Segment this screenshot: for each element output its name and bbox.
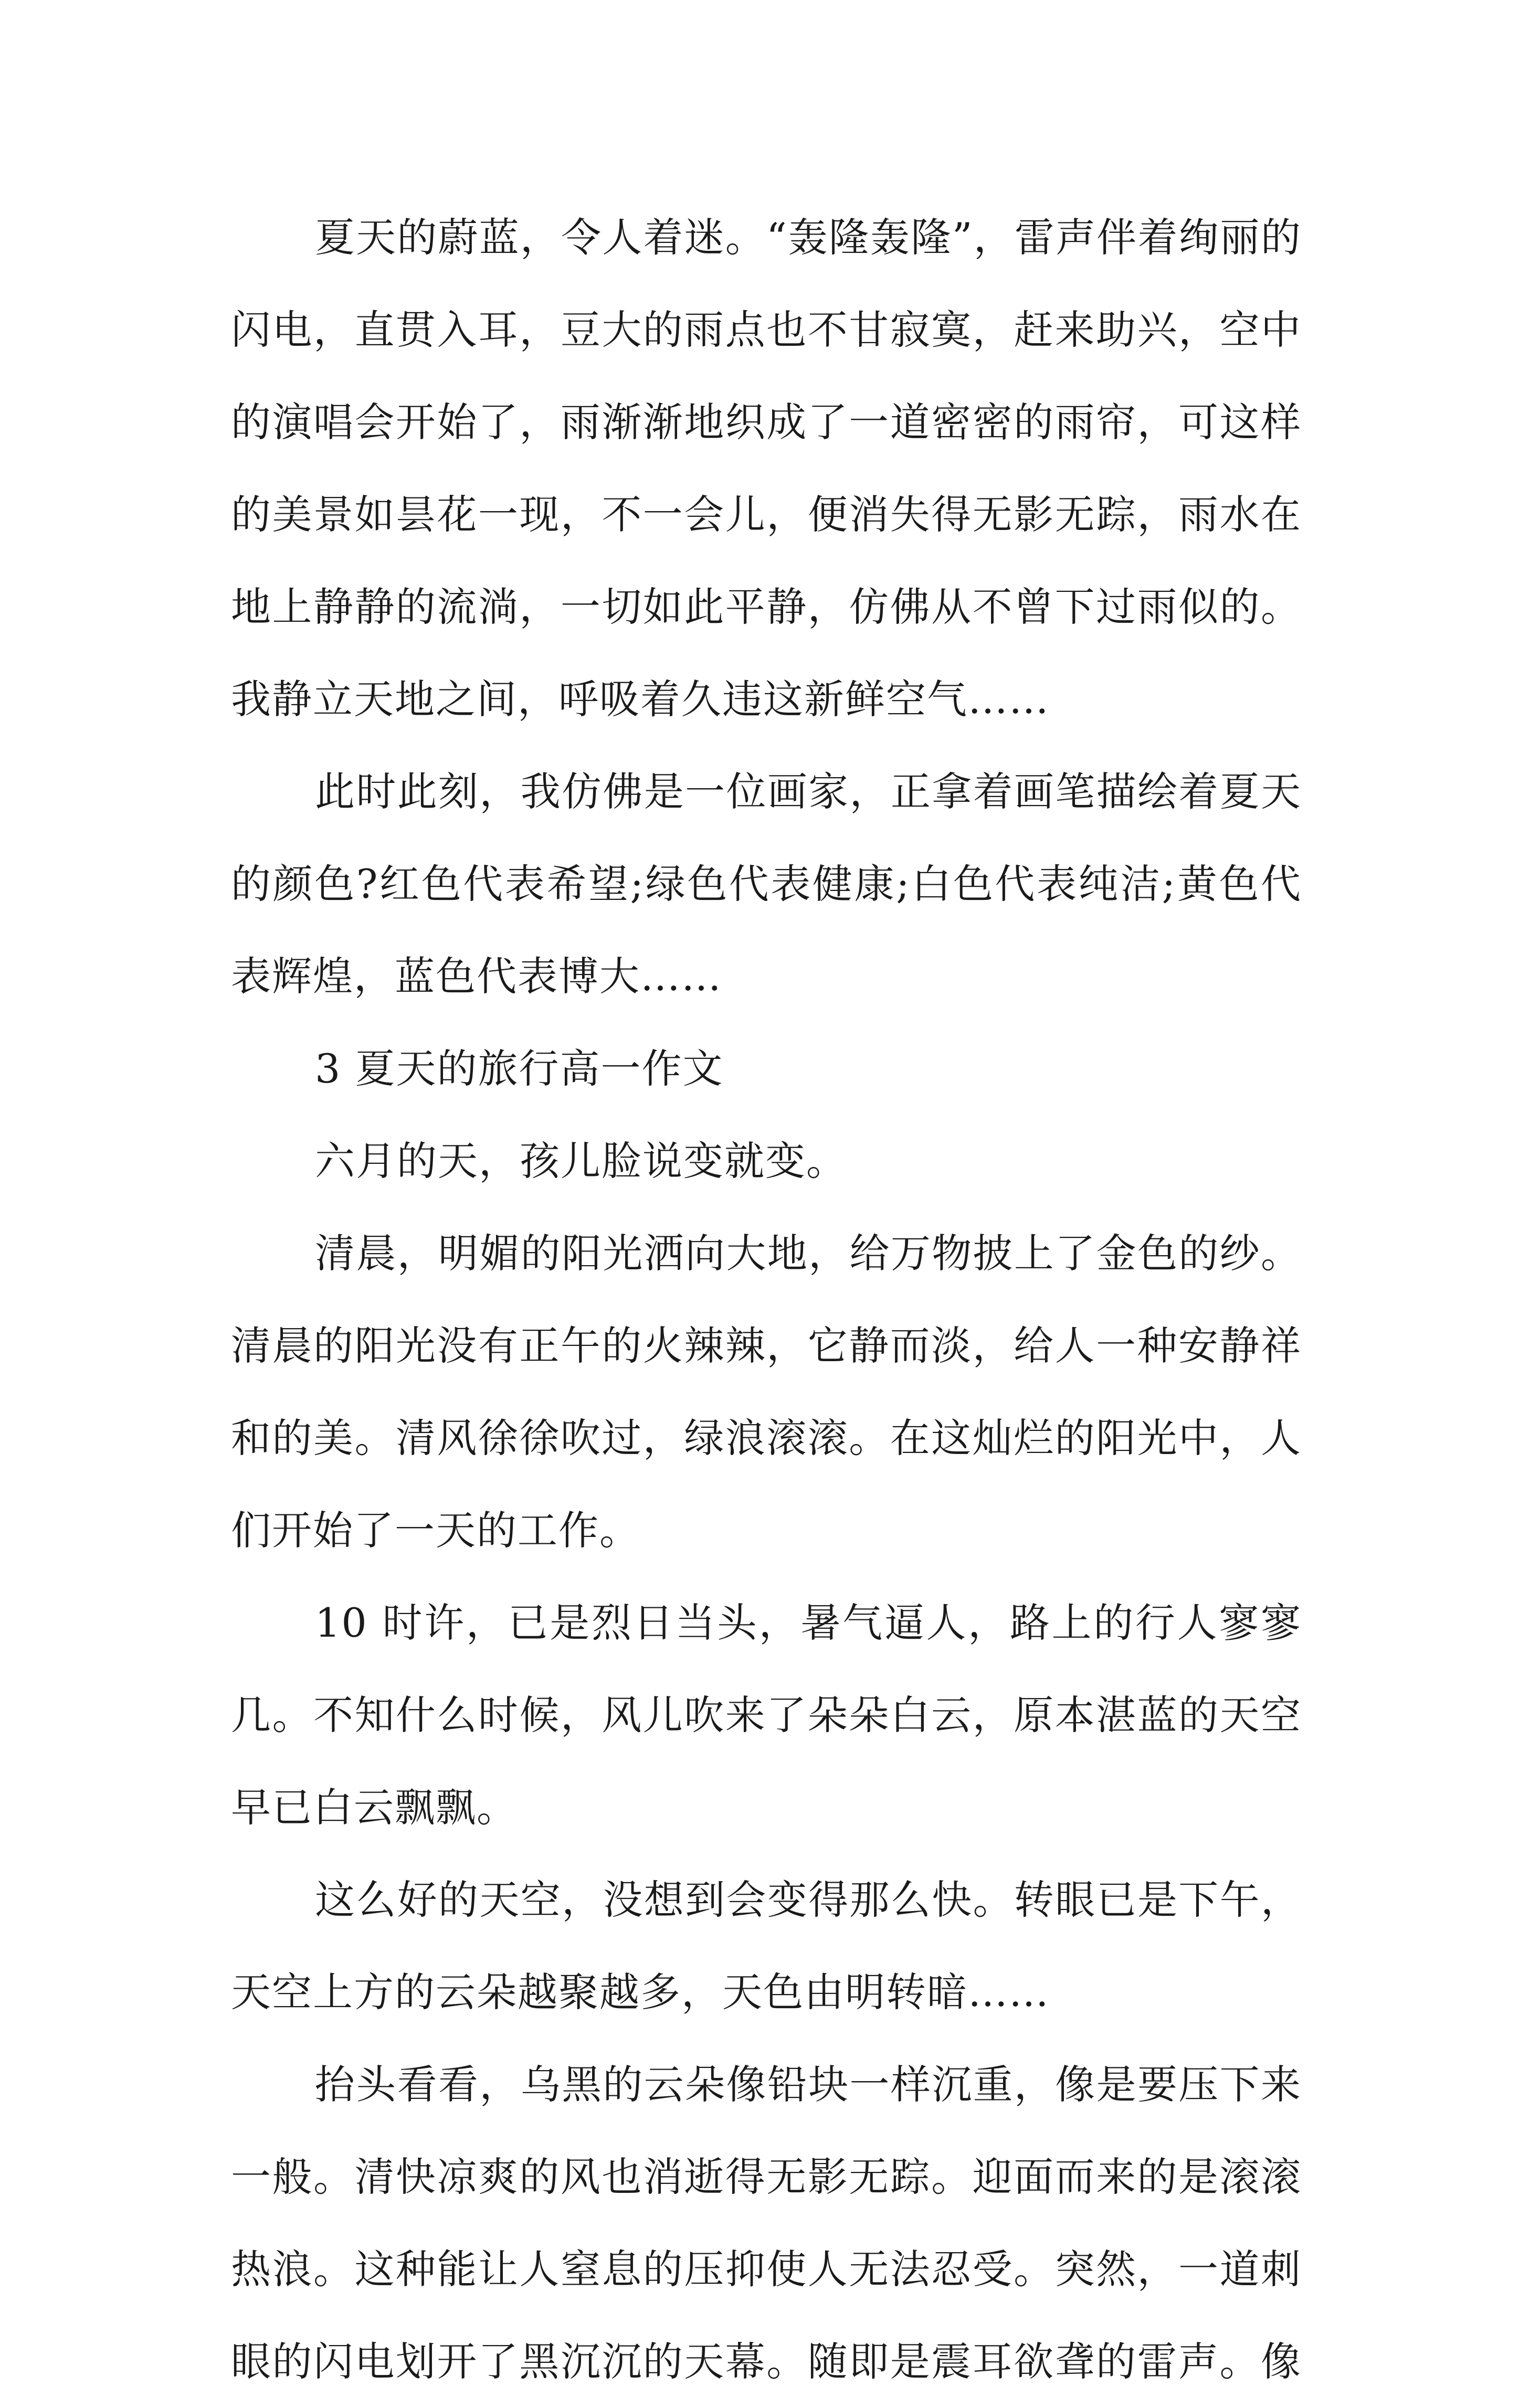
text-line: 的演唱会开始了，雨渐渐地织成了一道密密的雨帘，可这样 bbox=[231, 399, 1302, 445]
text-line: 我静立天地之间，呼吸着久违这新鲜空气…… bbox=[231, 676, 1050, 723]
text-line: 清晨的阳光没有正午的火辣辣，它静而淡，给人一种安静祥 bbox=[231, 1322, 1302, 1369]
text-line: 早已白云飘飘。 bbox=[231, 1784, 518, 1831]
text-line: 地上静静的流淌，一切如此平静，仿佛从不曾下过雨似的。 bbox=[231, 584, 1302, 630]
text-line: 六月的天，孩儿脸说变就变。 bbox=[315, 1138, 847, 1184]
text-line: 的美景如昙花一现，不一会儿，便消失得无影无踪，雨水在 bbox=[231, 491, 1302, 538]
text-line: 这么好的天空，没想到会变得那么快。转眼已是下午， bbox=[315, 1876, 1302, 1923]
text-line: 清晨，明媚的阳光洒向大地，给万物披上了金色的纱。 bbox=[315, 1230, 1302, 1277]
text-line: 们开始了一天的工作。 bbox=[231, 1507, 640, 1554]
text-line: 闪电，直贯入耳，豆大的雨点也不甘寂寞，赶来助兴，空中 bbox=[231, 306, 1302, 353]
text-line: 天空上方的云朵越聚越多，天色由明转暗…… bbox=[231, 1969, 1050, 2015]
text-line: 夏天的蔚蓝，令人着迷。“轰隆轰隆”，雷声伴着绚丽的 bbox=[315, 214, 1302, 261]
text-line: 一般。清快凉爽的风也消逝得无影无踪。迎面而来的是滚滚 bbox=[231, 2154, 1302, 2200]
text-line: 的颜色?红色代表希望;绿色代表健康;白色代表纯洁;黄色代 bbox=[231, 861, 1302, 907]
text-line: 和的美。清风徐徐吹过，绿浪滚滚。在这灿烂的阳光中，人 bbox=[231, 1415, 1302, 1461]
text-line: 10 时许，已是烈日当头，暑气逼人，路上的行人寥寥 bbox=[315, 1599, 1302, 1646]
text-line: 眼的闪电划开了黑沉沉的天幕。随即是震耳欲聋的雷声。像 bbox=[231, 2338, 1302, 2385]
text-line: 几。不知什么时候，风儿吹来了朵朵白云，原本湛蓝的天空 bbox=[231, 1692, 1302, 1738]
text-line: 表辉煌，蓝色代表博大…… bbox=[231, 953, 722, 1000]
section-heading: 3 夏天的旅行高一作文 bbox=[315, 1045, 724, 1092]
text-line: 此时此刻，我仿佛是一位画家，正拿着画笔描绘着夏天 bbox=[315, 768, 1302, 815]
text-line: 热浪。这种能让人窒息的压抑使人无法忍受。突然，一道刺 bbox=[231, 2246, 1302, 2293]
document-body bbox=[231, 192, 1302, 2408]
text-line: 抬头看看，乌黑的云朵像铅块一样沉重，像是要压下来 bbox=[315, 2061, 1302, 2108]
